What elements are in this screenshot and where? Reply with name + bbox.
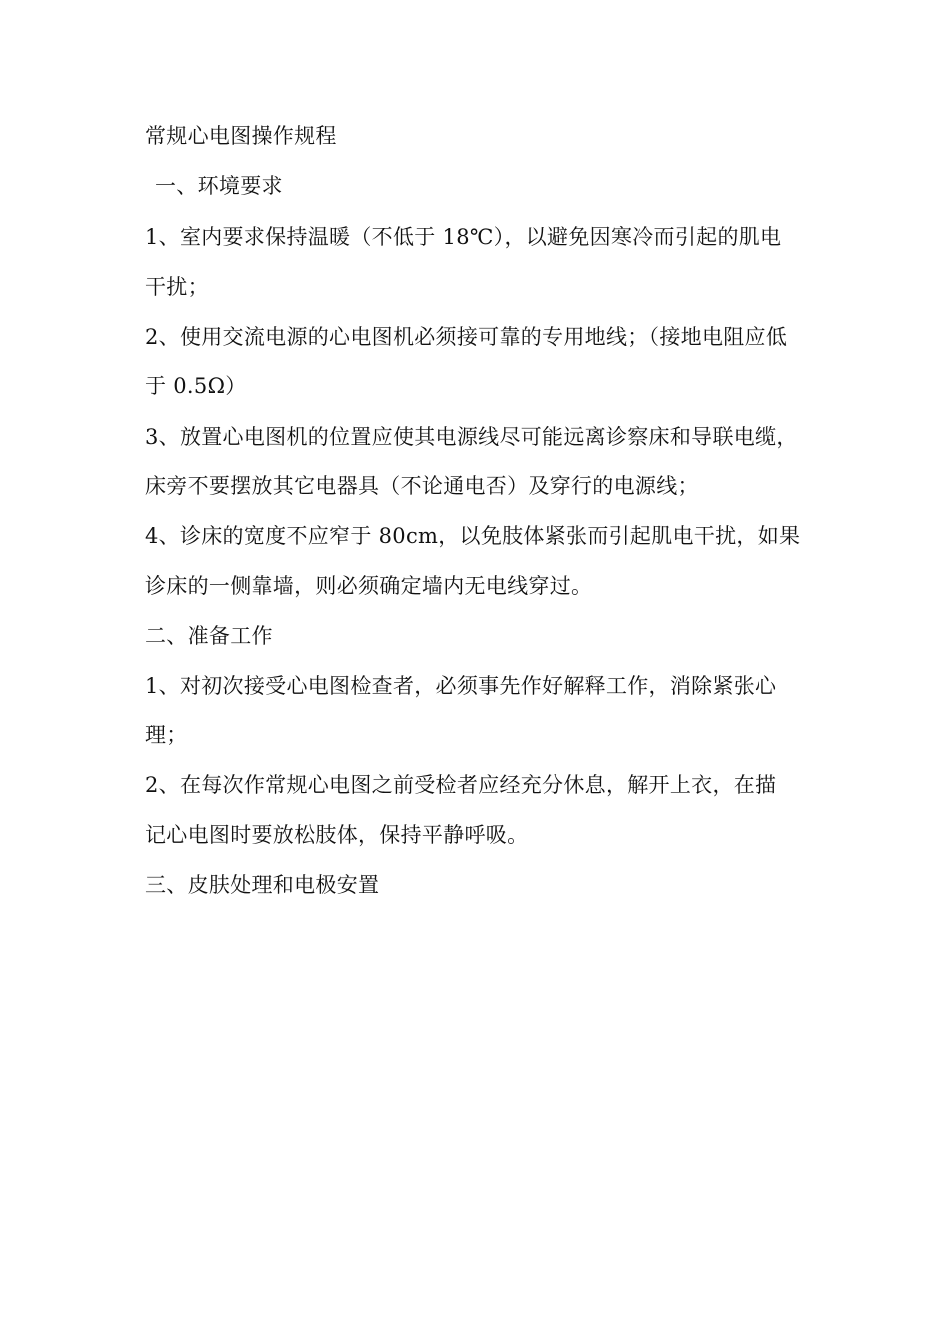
section-2-item-1-line-2: 理； <box>145 723 188 747</box>
section-1-heading: 一、环境要求 <box>155 174 283 198</box>
section-1-item-3-line-2: 床旁不要摆放其它电器具（不论通电否）及穿行的电源线； <box>145 474 699 498</box>
section-1-item-1-line-2: 干扰； <box>145 275 209 299</box>
section-1-item-4-line-1: 4、诊床的宽度不应窄于 80cm，以免肢体紧张而引起肌电干扰，如果 <box>145 524 801 548</box>
section-1-item-2-line-2: 于 0.5Ω） <box>145 374 247 398</box>
section-1-item-4-line-2: 诊床的一侧靠墙，则必须确定墙内无电线穿过。 <box>145 574 593 598</box>
section-1-item-3-line-1: 3、放置心电图机的位置应使其电源线尽可能远离诊察床和导联电缆， <box>145 425 798 449</box>
document-title: 常规心电图操作规程 <box>145 124 337 148</box>
section-2-item-1-line-1: 1、对初次接受心电图检查者，必须事先作好解释工作，消除紧张心 <box>145 674 777 698</box>
section-2-heading: 二、准备工作 <box>145 624 273 648</box>
section-1-item-2-line-1: 2、使用交流电源的心电图机必须接可靠的专用地线；（接地电阻应低 <box>145 325 788 349</box>
section-2-item-2-line-2: 记心电图时要放松肢体，保持平静呼吸。 <box>145 823 529 847</box>
section-2-item-2-line-1: 2、在每次作常规心电图之前受检者应经充分休息，解开上衣，在描 <box>145 773 777 797</box>
section-3-heading: 三、皮肤处理和电极安置 <box>145 873 380 897</box>
section-1-item-1-line-1: 1、室内要求保持温暖（不低于 18℃），以避免因寒冷而引起的肌电 <box>145 225 782 249</box>
